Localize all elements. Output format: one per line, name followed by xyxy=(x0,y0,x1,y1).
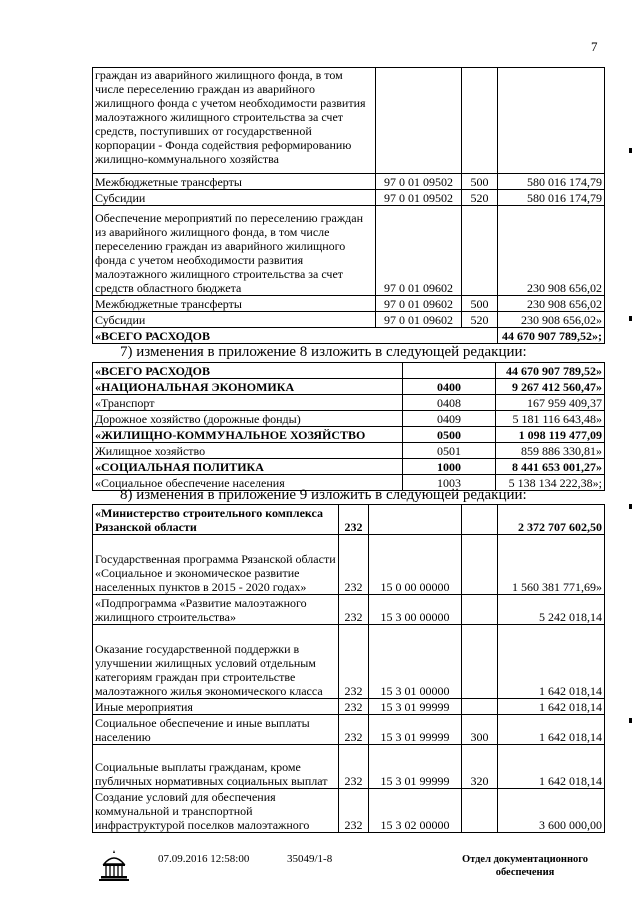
total-label: «ВСЕГО РАСХОДОВ xyxy=(93,328,498,344)
row-name: «Министерство строительного комплекса Рязанской области xyxy=(93,505,339,535)
row-section-code: 0501 xyxy=(403,443,496,459)
row-name: Государственная программа Рязанской области «Социальное и экономическое развитие населенных пунктов в 2015 - 2020 годах» xyxy=(93,535,339,595)
table-row xyxy=(93,312,605,328)
row-name: Социальное обеспечение и иные выплаты населению xyxy=(93,715,339,745)
row-code: 15 3 01 00000 xyxy=(369,625,462,699)
row-gr: 232 xyxy=(339,715,369,745)
row-sum: 5 242 018,14 xyxy=(498,595,605,625)
row-name: «ВСЕГО РАСХОДОВ xyxy=(93,363,403,379)
row-sum: 8 441 653 001,27» xyxy=(496,459,605,475)
expenses-by-section-table xyxy=(92,362,605,491)
table-row xyxy=(93,715,605,745)
margin-mark xyxy=(629,316,632,321)
row-sum: 3 600 000,00 xyxy=(498,789,605,833)
row-name: Субсидии xyxy=(93,190,376,206)
row-name: «ЖИЛИЩНО-КОММУНАЛЬНОЕ ХОЗЯЙСТВО xyxy=(93,427,403,443)
row-code: 97 0 01 09602 xyxy=(376,206,462,296)
row-section-code: 0408 xyxy=(403,395,496,411)
row-gr: 232 xyxy=(339,745,369,789)
footer-date: 07.09.2016 12:58:00 xyxy=(158,853,250,865)
page-number: 7 xyxy=(591,39,598,54)
row-sum: 1 642 018,14 xyxy=(498,699,605,715)
row-sum: 1 098 119 477,09 xyxy=(496,427,605,443)
row-sum: 1 642 018,14 xyxy=(498,715,605,745)
table-row xyxy=(93,68,605,174)
row-name: Межбюджетные трансферты xyxy=(93,296,376,312)
row-section-code: 1000 xyxy=(403,459,496,475)
row-vr: 500 xyxy=(462,296,498,312)
row-vr xyxy=(462,625,498,699)
row-vr: 320 xyxy=(462,745,498,789)
row-vr: 520 xyxy=(462,312,498,328)
row-vr: 500 xyxy=(462,174,498,190)
row-name: «Транспорт xyxy=(93,395,403,411)
row-code: 15 3 01 99999 xyxy=(369,745,462,789)
row-sum: 230 908 656,02 xyxy=(498,296,605,312)
row-section-code: 1003 xyxy=(403,475,496,491)
table-row xyxy=(93,379,605,395)
row-gr: 232 xyxy=(339,699,369,715)
table-row xyxy=(93,395,605,411)
row-name: Обеспечение мероприятий по переселению граждан из аварийного жилищного фонда, в том числе переселению граждан из аварийного жилищного фонда с учетом необходимости развития малоэтажного жилищного строительства за счет средств областного бюджета xyxy=(93,206,376,296)
row-sum: 1 560 381 771,69» xyxy=(498,535,605,595)
departmental-expenses-table xyxy=(92,504,605,833)
row-name: «Социальное обеспечение населения xyxy=(93,475,403,491)
table-row xyxy=(93,459,605,475)
row-sum: 580 016 174,79 xyxy=(498,190,605,206)
table-row xyxy=(93,411,605,427)
row-gr: 232 xyxy=(339,535,369,595)
table-row xyxy=(93,535,605,595)
section-heading-7: 7) изменения в приложение 8 изложить в следующей редакции: xyxy=(120,344,527,360)
row-vr xyxy=(462,535,498,595)
table-row xyxy=(93,745,605,789)
row-code: 15 3 01 99999 xyxy=(369,715,462,745)
total-sum: 44 670 907 789,52»; xyxy=(498,328,605,344)
row-sum: 230 908 656,02» xyxy=(498,312,605,328)
row-sum: 230 908 656,02 xyxy=(498,206,605,296)
row-sum: 580 016 174,79 xyxy=(498,174,605,190)
row-code: 97 0 01 09602 xyxy=(376,296,462,312)
table-row xyxy=(93,699,605,715)
margin-mark xyxy=(629,504,632,509)
row-vr xyxy=(462,789,498,833)
table-row xyxy=(93,789,605,833)
row-name: Жилищное хозяйство xyxy=(93,443,403,459)
table-row xyxy=(93,443,605,459)
row-vr xyxy=(462,68,498,174)
row-code: 97 0 01 09602 xyxy=(376,312,462,328)
table-row xyxy=(93,206,605,296)
row-sum: 5 181 116 643,48» xyxy=(496,411,605,427)
row-sum: 1 642 018,14 xyxy=(498,745,605,789)
expenses-table-continued xyxy=(92,67,605,344)
total-row xyxy=(93,328,605,344)
margin-mark xyxy=(629,148,632,153)
row-sum: 5 138 134 222,38»; xyxy=(496,475,605,491)
table-row xyxy=(93,174,605,190)
row-section-code xyxy=(403,363,496,379)
row-name: Оказание государственной поддержки в улучшении жилищных условий отдельным категориям граждан при строительстве малоэтажного жилья экономического класса xyxy=(93,625,339,699)
row-vr xyxy=(462,699,498,715)
row-code xyxy=(376,68,462,174)
row-name: Дорожное хозяйство (дорожные фонды) xyxy=(93,411,403,427)
row-section-code: 0409 xyxy=(403,411,496,427)
row-gr: 232 xyxy=(339,789,369,833)
row-sum: 1 642 018,14 xyxy=(498,625,605,699)
table-row xyxy=(93,595,605,625)
row-gr: 232 xyxy=(339,625,369,699)
table-row xyxy=(93,363,605,379)
row-code: 97 0 01 09502 xyxy=(376,190,462,206)
row-name: Субсидии xyxy=(93,312,376,328)
row-name: граждан из аварийного жилищного фонда, в том числе переселению граждан из аварийного жилищного фонда с учетом необходимости развития малоэтажного жилищного строительства за счет средств, поступивших от государственной корпорации - Фонда содействия реформированию жилищно-коммунального хозяйства xyxy=(93,68,376,174)
row-sum: 44 670 907 789,52» xyxy=(496,363,605,379)
row-sum xyxy=(498,68,605,174)
duma-building-icon xyxy=(98,848,130,882)
row-section-code: 0400 xyxy=(403,379,496,395)
row-code: 15 0 00 00000 xyxy=(369,535,462,595)
row-name: Создание условий для обеспечения коммунальной и транспортной инфраструктурой поселков малоэтажного xyxy=(93,789,339,833)
row-name: Социальные выплаты гражданам, кроме публичных нормативных социальных выплат xyxy=(93,745,339,789)
row-vr xyxy=(462,595,498,625)
row-sum: 9 267 412 560,47» xyxy=(496,379,605,395)
row-code xyxy=(369,505,462,535)
table-row xyxy=(93,505,605,535)
margin-mark xyxy=(629,718,632,723)
section-heading-8: 8) изменения в приложение 9 изложить в следующей редакции: xyxy=(120,487,527,503)
row-name: «НАЦИОНАЛЬНАЯ ЭКОНОМИКА xyxy=(93,379,403,395)
table-row xyxy=(93,625,605,699)
row-section-code: 0500 xyxy=(403,427,496,443)
row-name: «СОЦИАЛЬНАЯ ПОЛИТИКА xyxy=(93,459,403,475)
row-sum: 2 372 707 602,50 xyxy=(498,505,605,535)
footer-department: Отдел документационного обеспечения xyxy=(461,854,589,878)
row-name: «Подпрограмма «Развитие малоэтажного жилищного строительства» xyxy=(93,595,339,625)
table-row xyxy=(93,427,605,443)
row-code: 15 3 02 00000 xyxy=(369,789,462,833)
row-code: 97 0 01 09502 xyxy=(376,174,462,190)
row-gr: 232 xyxy=(339,505,369,535)
row-vr: 300 xyxy=(462,715,498,745)
table-row xyxy=(93,190,605,206)
row-sum: 167 959 409,37 xyxy=(496,395,605,411)
row-vr: 520 xyxy=(462,190,498,206)
row-code: 15 3 01 99999 xyxy=(369,699,462,715)
row-name: Иные мероприятия xyxy=(93,699,339,715)
row-sum: 859 886 330,81» xyxy=(496,443,605,459)
row-vr xyxy=(462,505,498,535)
footer-doc-code: 35049/1-8 xyxy=(287,853,333,865)
row-code: 15 3 00 00000 xyxy=(369,595,462,625)
row-name: Межбюджетные трансферты xyxy=(93,174,376,190)
row-vr xyxy=(462,206,498,296)
row-gr: 232 xyxy=(339,595,369,625)
table-row xyxy=(93,296,605,312)
